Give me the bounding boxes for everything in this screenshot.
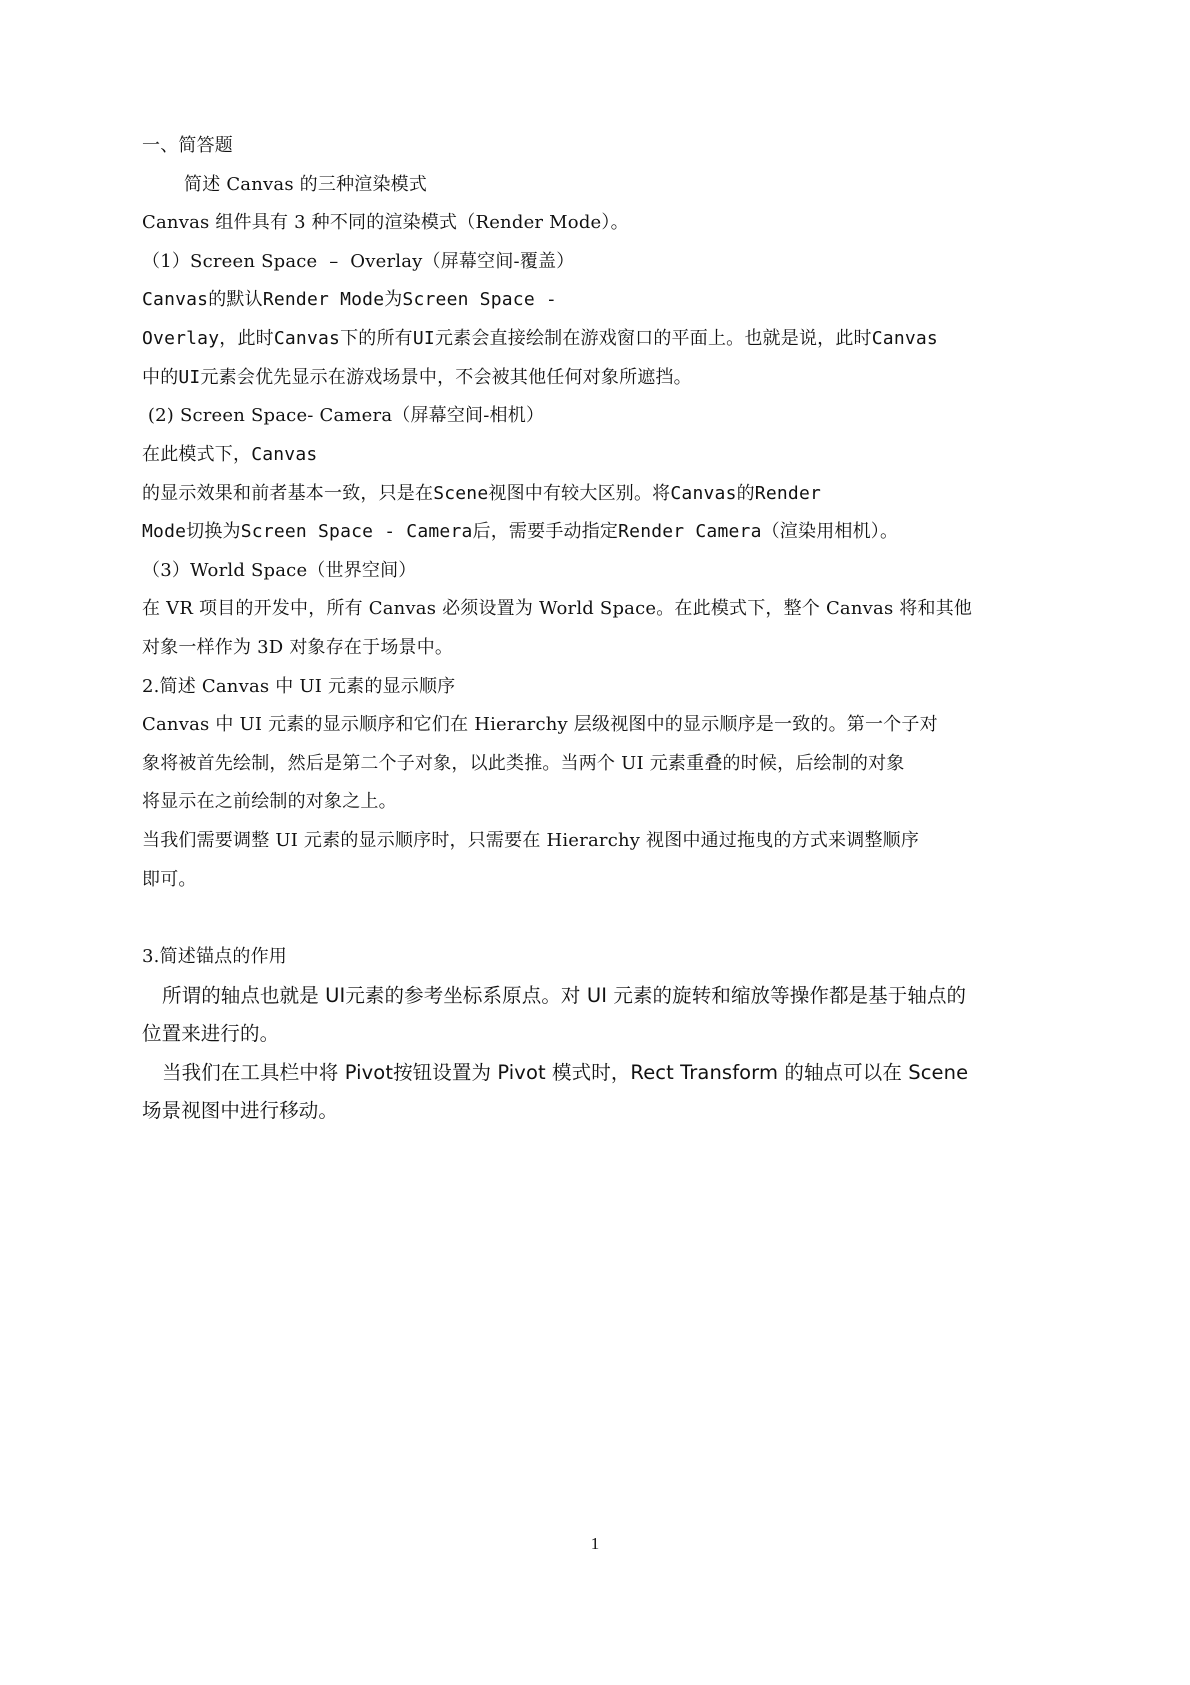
question-1-intro: Canvas 组件具有 3 种不同的渲染模式（Render Mode）。 <box>142 212 629 233</box>
question-3-text-line-3: 当我们在工具栏中将 Pivot按钮设置为 Pivot 模式时，Rect Transform 的轴点可以在 Scene <box>162 1061 969 1084</box>
question-2-title: 2.简述 Canvas 中 UI 元素的显示顺序 <box>142 676 456 697</box>
mode-2-text-line-2: 的显示效果和前者基本一致，只是在Scene视图中有较大区别。将Canvas的Render <box>142 483 822 504</box>
question-1-title: 简述 Canvas 的三种渲染模式 <box>184 174 428 195</box>
section-heading: 一、简答题 <box>142 135 233 156</box>
page-number: 1 <box>590 1534 600 1553</box>
question-3-title: 3.简述锚点的作用 <box>142 946 287 967</box>
question-3-text-line-2: 位置来进行的。 <box>142 1022 280 1045</box>
question-2-text-line-4: 当我们需要调整 UI 元素的显示顺序时，只需要在 Hierarchy 视图中通过拖曳的方式来调整顺序 <box>142 830 920 851</box>
mode-3-text-line-1: 在 VR 项目的开发中，所有 Canvas 必须设置为 World Space。在此模式下，整个 Canvas 将和其他 <box>142 598 973 619</box>
question-2-text-line-3: 将显示在之前绘制的对象之上。 <box>142 791 397 812</box>
mode-2-text-line-3: Mode切换为Screen Space - Camera后，需要手动指定Render Camera（渲染用相机）。 <box>142 521 899 542</box>
mode-3-heading: （3）World Space（世界空间） <box>142 560 417 581</box>
mode-1-heading: （1）Screen Space – Overlay（屏幕空间-覆盖） <box>142 251 575 272</box>
mode-1-text-line-3: 中的UI元素会优先显示在游戏场景中，不会被其他任何对象所遮挡。 <box>142 367 692 388</box>
mode-2-text-line-1: 在此模式下，Canvas <box>142 444 318 465</box>
question-2-text-line-1: Canvas 中 UI 元素的显示顺序和它们在 Hierarchy 层级视图中的显示顺序是一致的。第一个子对 <box>142 714 938 735</box>
mode-3-text-line-2: 对象一样作为 3D 对象存在于场景中。 <box>142 637 454 658</box>
question-3-text-line-1: 所谓的轴点也就是 UI元素的参考坐标系原点。对 UI 元素的旋转和缩放等操作都是基于轴点的 <box>162 984 967 1007</box>
mode-1-text-line-2: Overlay，此时Canvas下的所有UI元素会直接绘制在游戏窗口的平面上。也就是说，此时Canvas <box>142 328 938 349</box>
mode-2-heading: (2) Screen Space- Camera（屏幕空间-相机） <box>142 405 545 426</box>
question-2-text-line-5: 即可。 <box>142 869 197 890</box>
question-2-text-line-2: 象将被首先绘制，然后是第二个子对象，以此类推。当两个 UI 元素重叠的时候，后绘制的对象 <box>142 753 905 774</box>
question-3-text-line-4: 场景视图中进行移动。 <box>142 1099 339 1122</box>
mode-1-text-line-1: Canvas的默认Render Mode为Screen Space - <box>142 289 557 310</box>
